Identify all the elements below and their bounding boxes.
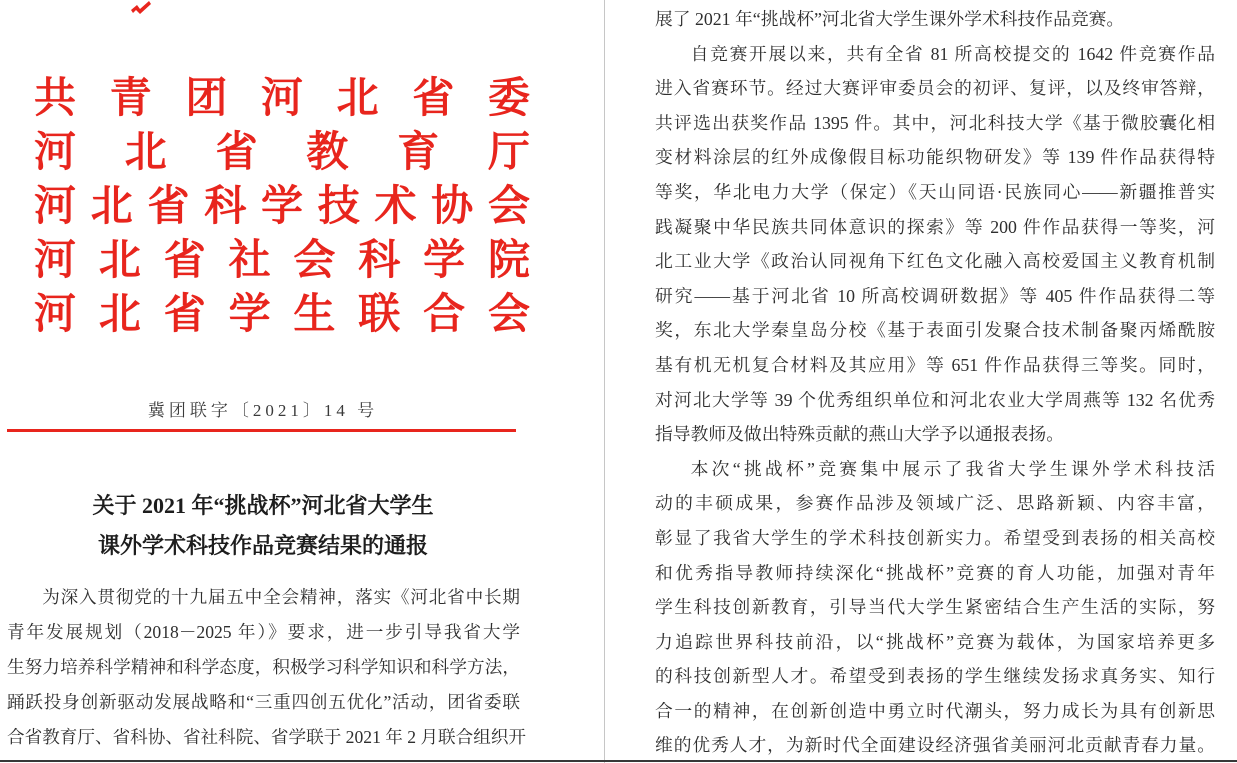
body-text-line: 维的优秀人才，为新时代全面建设经济强省美丽河北贡献青春力量。	[655, 735, 1215, 756]
body-text-line: 共评选出获奖作品 1395 件。其中，河北科技大学《基于微胶囊化相	[655, 112, 1215, 133]
body-text-line: 踊跃投身创新驱动发展战略和“三重四创五优化”活动，团省委联	[7, 692, 520, 712]
letterhead-line: 共青团河北省委	[34, 76, 530, 122]
left-page	[0, 0, 604, 763]
document-title-line-2: 课外学术科技作品竞赛结果的通报	[97, 533, 428, 558]
red-corner-mark-icon	[131, 1, 151, 16]
letterhead-line: 河北省教育厅	[34, 130, 530, 176]
left-page-body	[7, 580, 527, 755]
body-text-line: 彰显了我省大学生的学术科技创新实力。希望受到表扬的相关高校	[655, 527, 1215, 548]
document-title-line-1: 关于 2021 年“挑战杯”河北省大学生	[92, 493, 434, 518]
right-page	[605, 0, 1237, 763]
body-text-line: 研究——基于河北省 10 所高校调研数据》等 405 件作品获得二等	[655, 285, 1215, 306]
red-separator-rule	[7, 429, 516, 432]
body-text-line: 践凝聚中华民族共同体意识的探索》等 200 件作品获得一等奖，河	[655, 216, 1215, 237]
body-text-line: 合省教育厅、省科协、省社科院、省学联于 2021 年 2 月联合组织开	[7, 727, 527, 747]
body-text-line: 自竞赛开展以来，共有全省 81 所高校提交的 1642 件竞赛作品	[690, 43, 1215, 64]
scan-bottom-edge	[0, 760, 1237, 762]
letterhead-line: 河北省社会科学院	[34, 238, 530, 284]
body-text-line: 和优秀指导教师持续深化“挑战杯”竞赛的育人功能，加强对青年	[655, 562, 1215, 583]
body-text-line: 指导教师及做出特殊贡献的燕山大学予以通报表扬。	[655, 424, 1064, 445]
body-text-line: 生努力培养科学精神和科学态度，积极学习科学知识和科学方法，	[7, 657, 520, 677]
body-text-line: 奖，东北大学秦皇岛分校《基于表面引发聚合技术制备聚丙烯酰胺	[655, 320, 1215, 341]
document-number: 冀团联字〔2021〕14 号	[147, 401, 379, 420]
document-title	[6, 486, 520, 566]
body-text-line: 变材料涂层的红外成像假目标功能织物研发》等 139 件作品获得特	[655, 147, 1215, 168]
right-page-body	[655, 2, 1215, 763]
body-text-line: 本次“挑战杯”竞赛集中展示了我省大学生课外学术科技活	[690, 458, 1215, 479]
letterhead-line: 河北省学生联合会	[34, 292, 530, 338]
body-text-line: 等奖，华北电力大学（保定）《天山同语·民族同心——新疆推普实	[655, 181, 1215, 202]
body-text-line: 学生科技创新教育，引导当代大学生紧密结合生产生活的实际，努	[655, 597, 1215, 618]
body-text-line: 青年发展规划（2018－2025 年）》要求，进一步引导我省大学	[7, 622, 520, 642]
letterhead-issuers	[34, 72, 530, 342]
body-text-line: 为深入贯彻党的十九届五中全会精神，落实《河北省中长期	[42, 587, 520, 607]
letterhead-line: 河北省科学技术协会	[34, 184, 530, 230]
body-text-line: 合一的精神，在创新创造中勇立时代潮头，努力成长为具有创新思	[655, 700, 1215, 721]
body-text-line: 力追踪世界科技前沿，以“挑战杯”竞赛为载体，为国家培养更多	[655, 631, 1215, 652]
body-text-line: 北工业大学《政治认同视角下红色文化融入高校爱国主义教育机制	[655, 251, 1215, 272]
body-text-line: 动的丰硕成果，参赛作品涉及领域广泛、思路新颖、内容丰富，	[655, 493, 1215, 514]
body-text-line: 对河北大学等 39 个优秀组织单位和河北农业大学周燕等 132 名优秀	[655, 389, 1215, 410]
body-text-line: 展了 2021 年“挑战杯”河北省大学生课外学术科技作品竞赛。	[655, 9, 1125, 29]
body-text-line: 的科技创新型人才。希望受到表扬的学生继续发扬求真务实、知行	[655, 666, 1215, 687]
body-text-line: 基有机无机复合材料及其应用》等 651 件作品获得三等奖。同时，	[655, 354, 1215, 375]
body-text-line: 进入省赛环节。经过大赛评审委员会的初评、复评，以及终审答辩，	[655, 78, 1215, 99]
